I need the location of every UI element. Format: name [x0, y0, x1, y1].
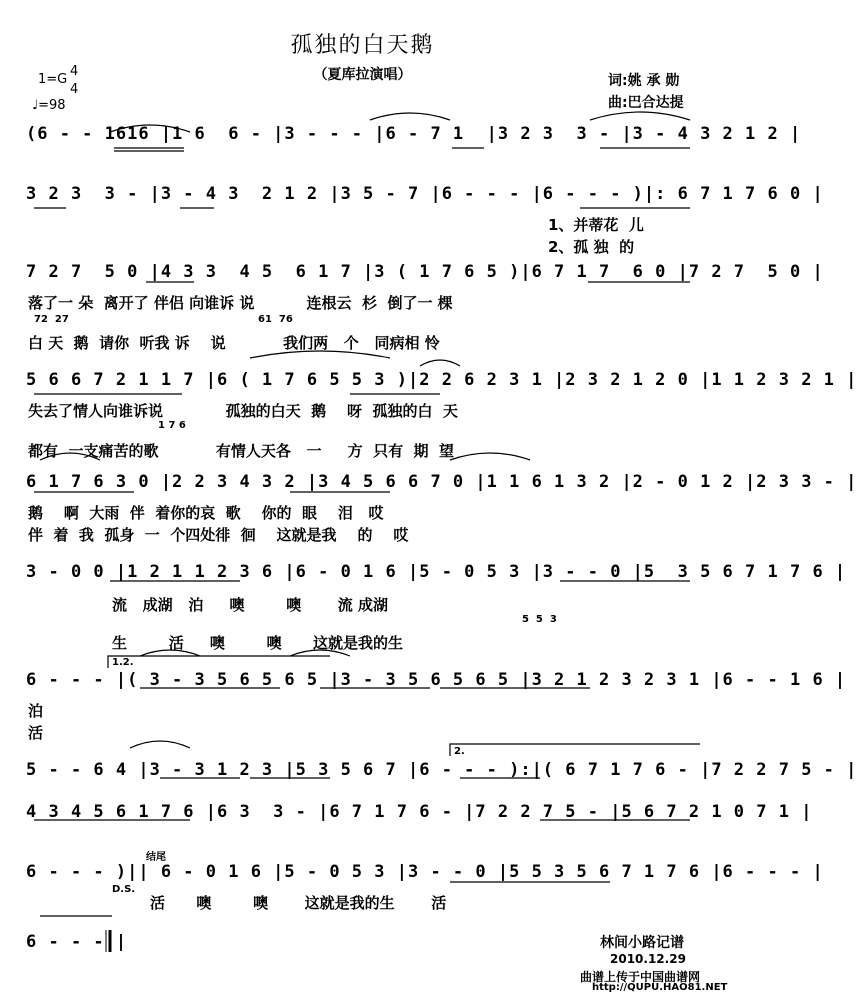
lyric-verse1-line3: 失去了情人向谁诉说 孤独的白天 鹅 呀 孤独的白 天 [28, 402, 458, 420]
upload-note: 曲谱上传于中国曲谱网 [580, 970, 701, 984]
source-url: http://QUPU.HAO81.NET [592, 982, 728, 993]
volta-2: 2. [454, 746, 465, 757]
tempo-marking: ♩=98 [32, 98, 66, 113]
score-row-4: 5 6 6 7 2 1 1 7 |6 ( 1 7 6 5 5 3 )|2 2 6 2 3 1 |2 3 2 1 2 0 |1 1 2 3 2 1 | [26, 370, 857, 390]
score-row-10: 6 - - - )|| 6 - 0 1 6 |5 - 0 5 3 |3 - - 0 |5 5 3 5 6 7 1 7 6 |6 - - - | [26, 862, 824, 882]
score-row-11: 6 - - -|| [26, 932, 128, 952]
lyric-verse1-line2: 落了一 朵 离开了 伴侣 向谁诉 说 连根云 杉 倒了一 棵 [28, 294, 453, 312]
time-signature-bottom: 4 [70, 82, 79, 97]
ds-marking: D.S. [112, 884, 136, 895]
score-row-7: 6 - - - |( 3 - 3 5 6 5 6 5 |3 - 3 5 6 5 6 5 |3 2 1 2 3 2 3 1 |6 - - 1 6 | [26, 670, 847, 690]
score-row-3: 7 2 7 5 0 |4 3 3 4 5 6 1 7 |3 ( 1 7 6 5 )|6 7 1 7 6 0 |7 2 7 5 0 | [26, 262, 824, 282]
transcription-date: 2010.12.29 [610, 952, 686, 966]
lyric-verse2-line2: 白 天 鹅 请你 听我 诉 说 我们两 个 同病相 怜 [28, 334, 440, 352]
lyric-verse1-line6: 泊 [28, 702, 44, 720]
song-title: 孤独的白天鹅 [290, 33, 435, 58]
lyric-verse1-line5: 流 成湖 泊 噢 噢 流 成湖 [112, 596, 388, 614]
grace-notes-d: 5 5 3 [522, 614, 557, 625]
lyric-verse1-line1: 1、并蒂花 儿 [548, 216, 644, 234]
lyric-verse2-line1: 2、孤 独 的 [548, 238, 635, 256]
transcriber-credit: 林间小路记谱 [600, 935, 684, 951]
lyric-verse1-line4: 鹅 啊 大雨 伴 着你的哀 歌 你的 眼 泪 哎 [28, 504, 384, 522]
score-row-9: 4 3 4 5 6 1 7 6 |6 3 3 - |6 7 1 7 6 - |7 2 2 7 5 - |5 6 7 2 1 0 7 1 | [26, 802, 813, 822]
grace-notes-b: 61 76 [258, 314, 293, 325]
time-signature-top: 4 [70, 64, 79, 79]
lyric-verse2-line4: 伴 着 我 孤身 一 个四处徘 徊 这就是我 的 哎 [28, 526, 409, 544]
coda-label: 结尾 [146, 852, 166, 863]
lyricist-credit: 词:姚 承 勋 [608, 73, 680, 89]
score-row-5: 6 1 7 6 3 0 |2 2 3 4 3 2 |3 4 5 6 6 7 0 |1 1 6 1 3 2 |2 - 0 1 2 |2 3 3 - | [26, 472, 857, 492]
score-row-6: 3 - 0 0 |1 2 1 1 2 3 6 |6 - 0 1 6 |5 - 0 5 3 |3 - - 0 |5 3 5 6 7 1 7 6 | [26, 562, 847, 582]
lyric-coda: 活 噢 噢 这就是我的生 活 [150, 894, 447, 912]
song-subtitle: （夏库拉演唱） [313, 67, 412, 83]
lyric-verse2-line3: 都有 一支痛苦的歌 有情人天各 一 方 只有 期 望 [28, 442, 455, 460]
key-signature: 1=G [38, 72, 68, 87]
grace-notes-a: 72 27 [34, 314, 69, 325]
score-row-1: (6 - - 1616 |1 6 6 - |3 - - - |6 - 7 1 |3 2 3 3 - |3 - 4 3 2 1 2 | [26, 124, 802, 144]
score-row-2: 3 2 3 3 - |3 - 4 3 2 1 2 |3 5 - 7 |6 - - - |6 - - - )|: 6 7 1 7 6 0 | [26, 184, 824, 204]
volta-1-2: 1.2. [112, 657, 134, 668]
score-row-8: 5 - - 6 4 |3 - 3 1 2 3 |5 3 5 6 7 |6 - - - ):|( 6 7 1 7 6 - |7 2 2 7 5 - | [26, 760, 857, 780]
grace-notes-c: 1 7 6 [158, 420, 186, 431]
lyric-verse2-line6: 活 [28, 724, 44, 742]
composer-credit: 曲:巴合达提 [608, 95, 684, 111]
lyric-verse2-line5: 生 活 噢 噢 这就是我的生 [112, 634, 403, 652]
